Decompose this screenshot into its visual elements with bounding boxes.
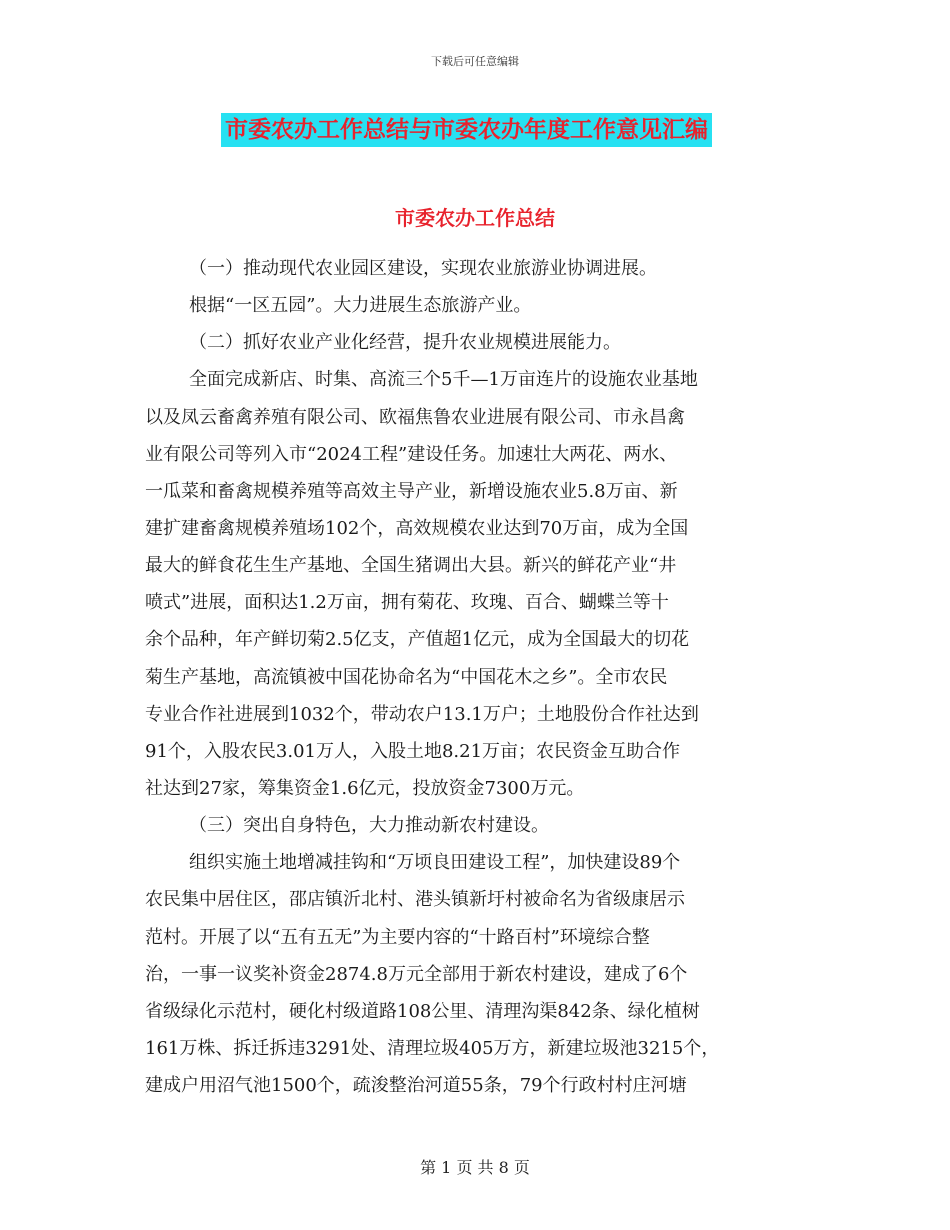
text-line: 菊生产基地，高流镇被中国花协命名为“中国花木之乡”。全市农民: [145, 666, 668, 688]
text-line: 治，一事一议奖补资金2874.8万元全部用于新农村建设，建成了6个: [145, 963, 688, 985]
text-line: 根据“一区五园”。大力进展生态旅游产业。: [189, 295, 532, 317]
document-title: 市委农办工作总结与市委农办年度工作意见汇编: [221, 113, 712, 147]
text-line: 业有限公司等列入市“2024工程”建设任务。加速壮大两花、两水、: [145, 443, 678, 465]
text-line: （一）推动现代农业园区建设，实现农业旅游业协调进展。: [189, 258, 657, 279]
text-line: 91个，入股农民3.01万人，入股土地8.21万亩；农民资金互助合作: [145, 740, 681, 762]
page-footer: 第 1 页 共 8 页: [420, 1158, 530, 1177]
text-line: 161万株、拆迁拆违3291处、清理垃圾405万方，新建垃圾池3215个，: [145, 1037, 720, 1059]
body-text: [145, 250, 815, 1104]
text-line: 喷式”进展，面积达1.2万亩，拥有菊花、玫瑰、百合、蝴蝶兰等十: [145, 592, 669, 614]
text-line: （三）突出自身特色，大力推动新农村建设。: [189, 815, 549, 837]
text-line: 建扩建畜禽规模养殖场102个，高效规模农业达到70万亩，成为全国: [145, 517, 689, 539]
text-line: 以及凤云畜禽养殖有限公司、欧福焦鲁农业进展有限公司、市永昌禽: [145, 406, 685, 428]
page-header-note: 下载后可任意编辑: [431, 55, 519, 68]
text-line: 建成户用沼气池1500个，疏浚整治河道55条，79个行政村村庄河塘: [145, 1075, 687, 1097]
text-line: 范村。开展了以“五有五无”为主要内容的“十路百村”环境综合整: [145, 926, 650, 948]
text-line: （二）抓好农业产业化经营，提升农业规模进展能力。: [189, 332, 621, 354]
text-line: 社达到27家，筹集资金1.6亿元，投放资金7300万元。: [145, 777, 585, 799]
text-line: 专业合作社进展到1032个，带动农户13.1万户；土地股份合作社达到: [145, 703, 699, 725]
text-line: 一瓜菜和畜禽规模养殖等高效主导产业，新增设施农业5.8万亩、新: [145, 480, 678, 502]
text-line: 农民集中居住区，邵店镇沂北村、港头镇新圩村被命名为省级康居示: [145, 889, 685, 911]
text-line: 省级绿化示范村，硬化村级道路108公里、清理沟渠842条、绿化植树: [145, 1000, 700, 1022]
text-line: 最大的鲜食花生生产基地、全国生猪调出大县。新兴的鲜花产业“井: [145, 555, 677, 577]
section-heading: 市委农办工作总结: [395, 206, 555, 230]
text-line: 组织实施土地增减挂钩和“万顷良田建设工程”，加快建设89个: [189, 852, 681, 874]
text-line: 全面完成新店、时集、高流三个5千—1万亩连片的设施农业基地: [189, 369, 698, 391]
text-line: 余个品种，年产鲜切菊2.5亿支，产值超1亿元，成为全国最大的切花: [145, 629, 690, 651]
